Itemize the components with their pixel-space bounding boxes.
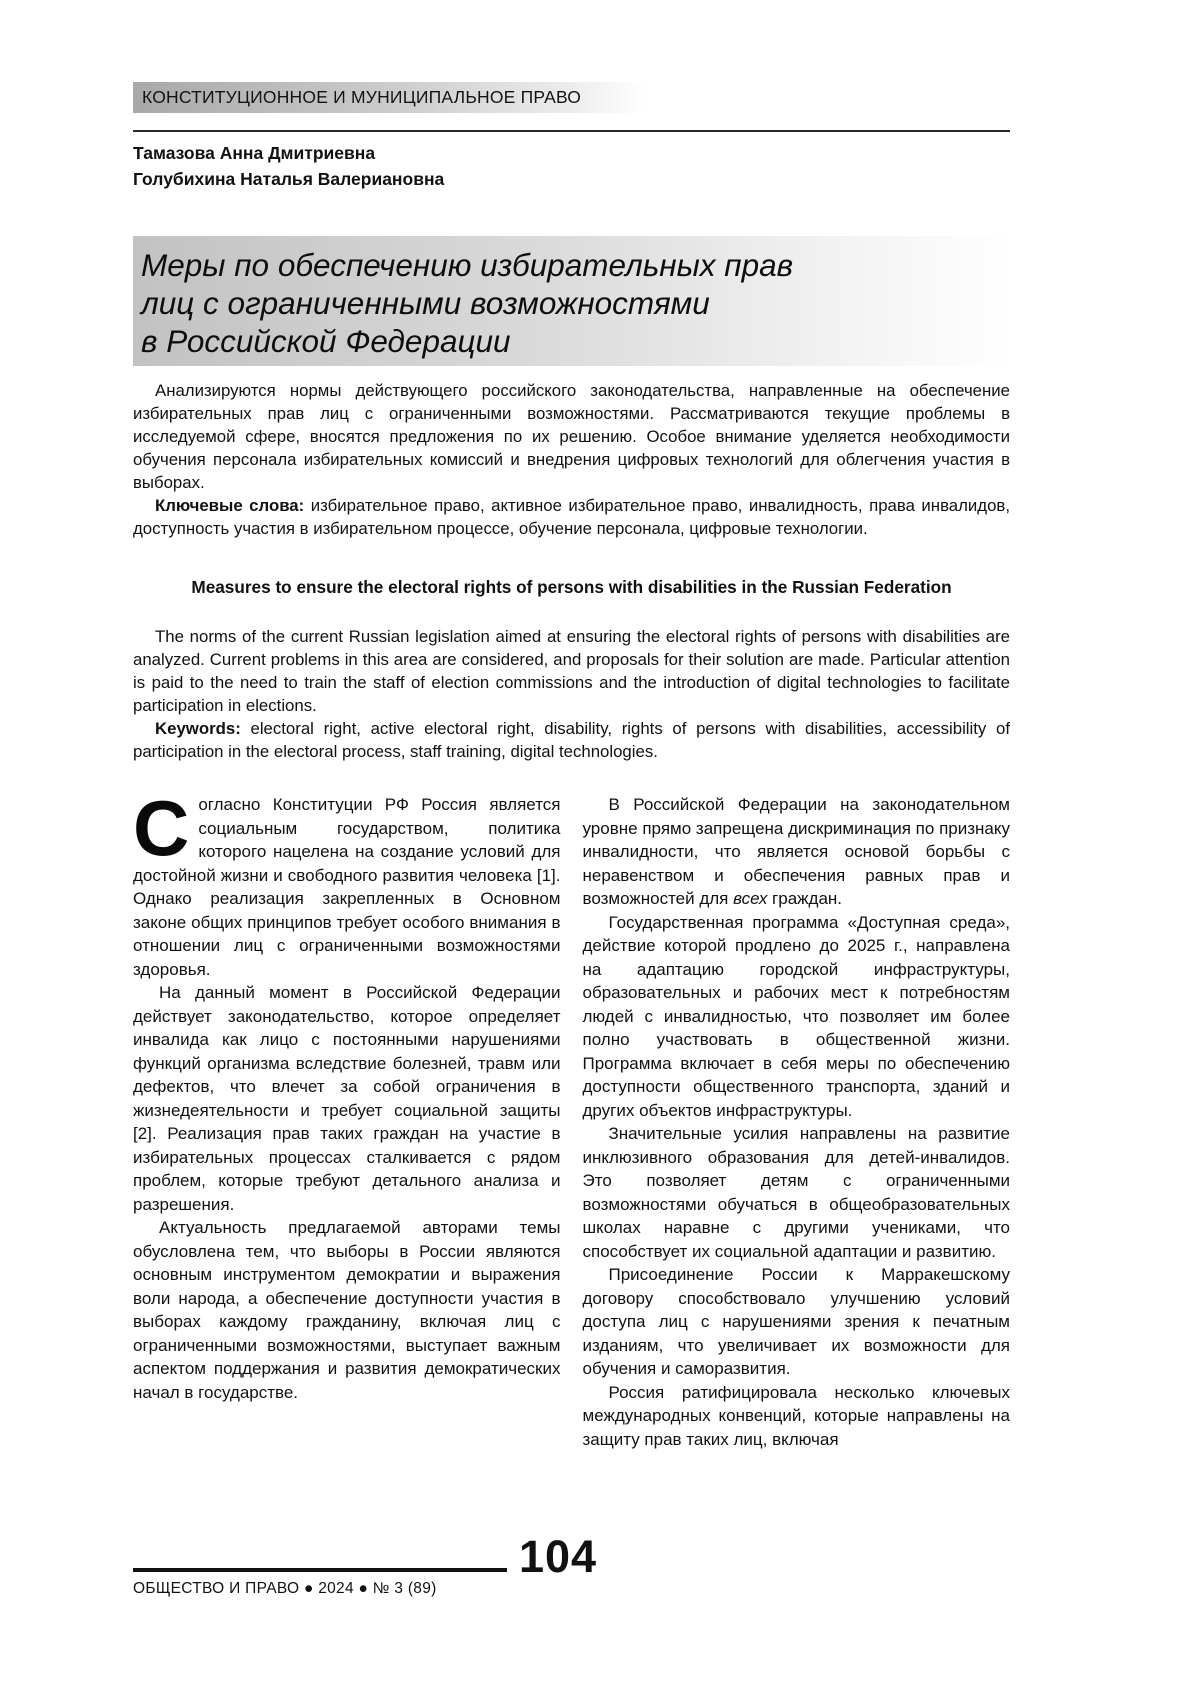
author-name: Тамазова Анна Дмитриевна [133,143,376,163]
header-divider [133,130,1010,132]
paragraph-text: В Российской Федерации на законодательном уровне прямо запрещена дискриминация по признаку инвалидности, что является основой борьбы с неравенством и обеспечения равных прав и возможностей для [582,795,1010,908]
page-number: 104 [519,1531,598,1582]
article-page [133,0,1010,1698]
paragraph: Россия ратифицировала несколько ключевых международных конвенций, которые направлены на защиту прав таких лиц, включая [582,1382,1010,1449]
drop-cap: С [133,784,190,872]
paragraph: Значительные усилия направлены на развитие инклюзивного образования для детей-инвалидов. Это позволяет детям с ограниченными возможностями обучаться в общеобразовательных школах наравне с другими учениками, что способствует их социальной адаптации и развитию. [582,1124,1010,1261]
abstract-en-block [133,625,1010,763]
right-column [583,793,1011,1451]
keywords-en-label: Keywords: [155,719,241,738]
abstract-en-text: The norms of the current Russian legislation aimed at ensuring the electoral rights of persons with disabilities are analyzed. Current problems in this area are considered, and proposals for their solution are made. Particular attention is paid to the need to train the staff of election commissions and the introduction of digital technologies to facilitate participation in elections. [133,627,1010,715]
paragraph: Актуальность предлагаемой авторами темы обусловлена тем, что выборы в России являются основным инструментом демократии и выражения воли народа, а обеспечение доступности участия в выборах каждому гражданину, включая лиц с ограниченными возможностями, выступает важным аспектом поддержания и развития демократических начал в государстве. [133,1218,561,1402]
keywords-en-text: electoral right, active electoral right, disability, rights of persons with disabilities, accessibility of participation in the electoral process, staff training, digital technologies. [133,719,1010,761]
paragraph: Присоединение России к Марракешскому договору способствовало улучшению условий доступа лиц с нарушениями зрения к печатным изданиям, что увеличивает их возможности для обучения и саморазвития. [582,1265,1010,1378]
article-title-band [133,236,1010,366]
authors-block [133,140,1010,192]
keywords-en [133,717,1010,763]
keywords-ru [133,494,1010,540]
emphasis-word: всех [733,889,768,908]
author-name: Голубихина Наталья Валериановна [133,169,445,189]
left-column [133,784,561,1451]
paragraph [583,793,1011,911]
paragraph-text: огласно Конституции РФ Россия является социальным государством, политика которого нацелена на создание условий для достойной жизни и свободного развития человека [1]. Однако реализация закрепленных в Основном законе общих принципов требует особого внимания в отношении лиц с ограниченными возможностями здоровья. [133,795,561,979]
body-columns [133,784,1010,1451]
rubric-label: КОНСТИТУЦИОННОЕ И МУНИЦИПАЛЬНОЕ ПРАВО [142,87,582,107]
article-title-en: Measures to ensure the electoral rights of persons with disabilities in the Russian Federation [191,577,952,597]
article-title-ru: Меры по обеспечению избирательных прав лиц с ограниченными возможностями в Российской Федерации [141,247,794,359]
footer-rule [133,1568,507,1572]
journal-info: ОБЩЕСТВО И ПРАВО ● 2024 ● № 3 (89) [133,1580,437,1597]
paragraph: На данный момент в Российской Федерации действует законодательство, которое определяет инвалида как лицо с постоянными нарушениями функций организма вследствие болезней, травм или дефектов, что влечет за собой ограничения в жизнедеятельности и требует социальной защиты [2]. Реализация прав таких граждан на участие в избирательных процессах сталкивается с рядом проблем, которые требуют детального анализа и разрешения. [133,983,561,1214]
page-footer [133,1531,1010,1598]
abstract-ru-block [133,379,1010,540]
abstract-ru-text: Анализируются нормы действующего российского законодательства, направленные на обеспечение избирательных прав лиц с ограниченными возможностями. Рассматриваются текущие проблемы в исследуемой сфере, вносятся предложения по их решению. Особое внимание уделяется необходимости обучения персонала избирательных комиссий и внедрения цифровых технологий для облегчения участия в выборах. [133,381,1010,492]
paragraph: Государственная программа «Доступная среда», действие которой продлено до 2025 г., направлена на адаптацию городской инфраструктуры, образовательных и рабочих мест к потребностям людей с инвалидностью, что позволяет им более полно участвовать в общественной жизни. Программа включает в себя меры по обеспечению доступности общественного транспорта, зданий и других объектов инфраструктуры. [582,912,1010,1120]
footer-top [133,1531,1010,1582]
paragraph-text: граждан. [767,889,843,908]
keywords-ru-text: избирательное право, активное избирательное право, инвалидность, права инвалидов, доступность участия в избирательном процессе, обучение персонала, цифровые технологии. [133,496,1010,538]
rubric-band [133,82,645,113]
keywords-ru-label: Ключевые слова: [155,496,305,515]
paragraph [133,784,561,981]
